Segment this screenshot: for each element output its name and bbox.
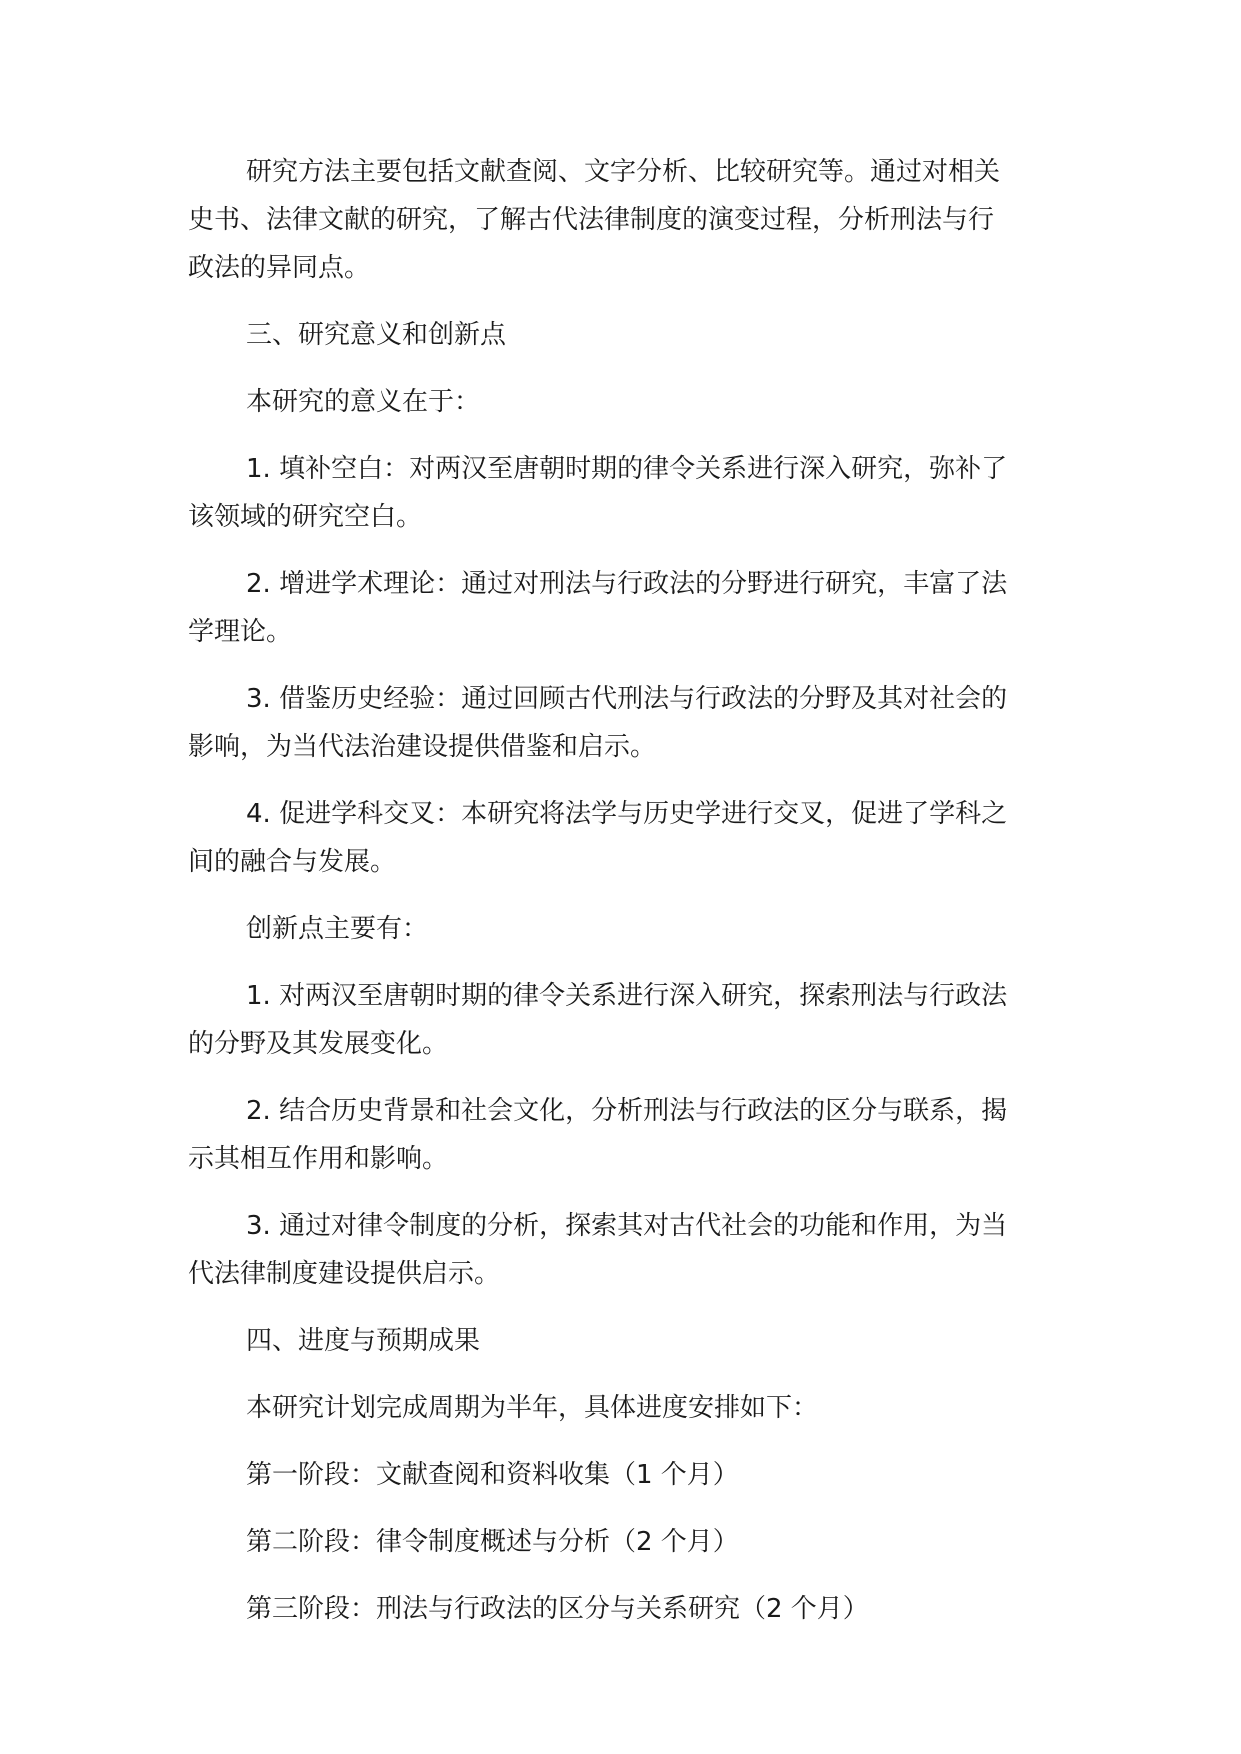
paragraph-methods <box>188 148 1048 292</box>
text-line: 3. 通过对律令制度的分析，探索其对古代社会的功能和作用，为当 <box>246 1211 1008 1241</box>
schedule-stage-3 <box>188 1585 1048 1633</box>
text-line: 四、进度与预期成果 <box>246 1326 481 1356</box>
text-line: 三、研究意义和创新点 <box>246 320 507 350</box>
list-item-significance-1 <box>188 445 1048 541</box>
text-line: 代法律制度建设提供启示。 <box>188 1259 501 1289</box>
text-line: 的分野及其发展变化。 <box>188 1029 449 1059</box>
text-line: 创新点主要有： <box>246 914 429 944</box>
paragraph-innovation-intro <box>188 905 1048 953</box>
text-line: 第三阶段：刑法与行政法的区分与关系研究（2 个月） <box>246 1594 869 1624</box>
text-line: 研究方法主要包括文献查阅、文字分析、比较研究等。通过对相关 <box>246 157 1001 187</box>
text-line: 示其相互作用和影响。 <box>188 1144 449 1174</box>
list-item-significance-2 <box>188 560 1048 656</box>
text-line: 2. 结合历史背景和社会文化，分析刑法与行政法的区分与联系，揭 <box>246 1096 1008 1126</box>
text-line: 政法的异同点。 <box>188 253 371 283</box>
document-body <box>188 148 1048 1652</box>
text-line: 第二阶段：律令制度概述与分析（2 个月） <box>246 1527 739 1557</box>
text-line: 本研究计划完成周期为半年，具体进度安排如下： <box>246 1393 819 1423</box>
text-line: 该领域的研究空白。 <box>188 502 423 532</box>
list-item-significance-4 <box>188 790 1048 886</box>
list-item-innovation-1 <box>188 972 1048 1068</box>
text-line: 3. 借鉴历史经验：通过回顾古代刑法与行政法的分野及其对社会的 <box>246 684 1008 714</box>
paragraph-schedule-intro <box>188 1384 1048 1432</box>
schedule-stage-1 <box>188 1451 1048 1499</box>
list-item-significance-3 <box>188 675 1048 771</box>
text-line: 史书、法律文献的研究，了解古代法律制度的演变过程，分析刑法与行 <box>188 205 995 235</box>
text-line: 学理论。 <box>188 617 293 647</box>
text-line: 第一阶段：文献查阅和资料收集（1 个月） <box>246 1460 739 1490</box>
text-line: 4. 促进学科交叉：本研究将法学与历史学进行交叉，促进了学科之 <box>246 799 1008 829</box>
text-line: 1. 对两汉至唐朝时期的律令关系进行深入研究，探索刑法与行政法 <box>246 981 1008 1011</box>
text-line: 本研究的意义在于： <box>246 387 481 417</box>
text-line: 1. 填补空白：对两汉至唐朝时期的律令关系进行深入研究，弥补了 <box>246 454 1008 484</box>
schedule-stage-2 <box>188 1518 1048 1566</box>
text-line: 2. 增进学术理论：通过对刑法与行政法的分野进行研究，丰富了法 <box>246 569 1008 599</box>
list-item-innovation-3 <box>188 1202 1048 1298</box>
paragraph-significance-intro <box>188 378 1048 426</box>
text-line: 影响，为当代法治建设提供借鉴和启示。 <box>188 732 657 762</box>
section-heading <box>188 311 1048 359</box>
section-heading <box>188 1317 1048 1365</box>
text-line: 间的融合与发展。 <box>188 847 397 877</box>
list-item-innovation-2 <box>188 1087 1048 1183</box>
